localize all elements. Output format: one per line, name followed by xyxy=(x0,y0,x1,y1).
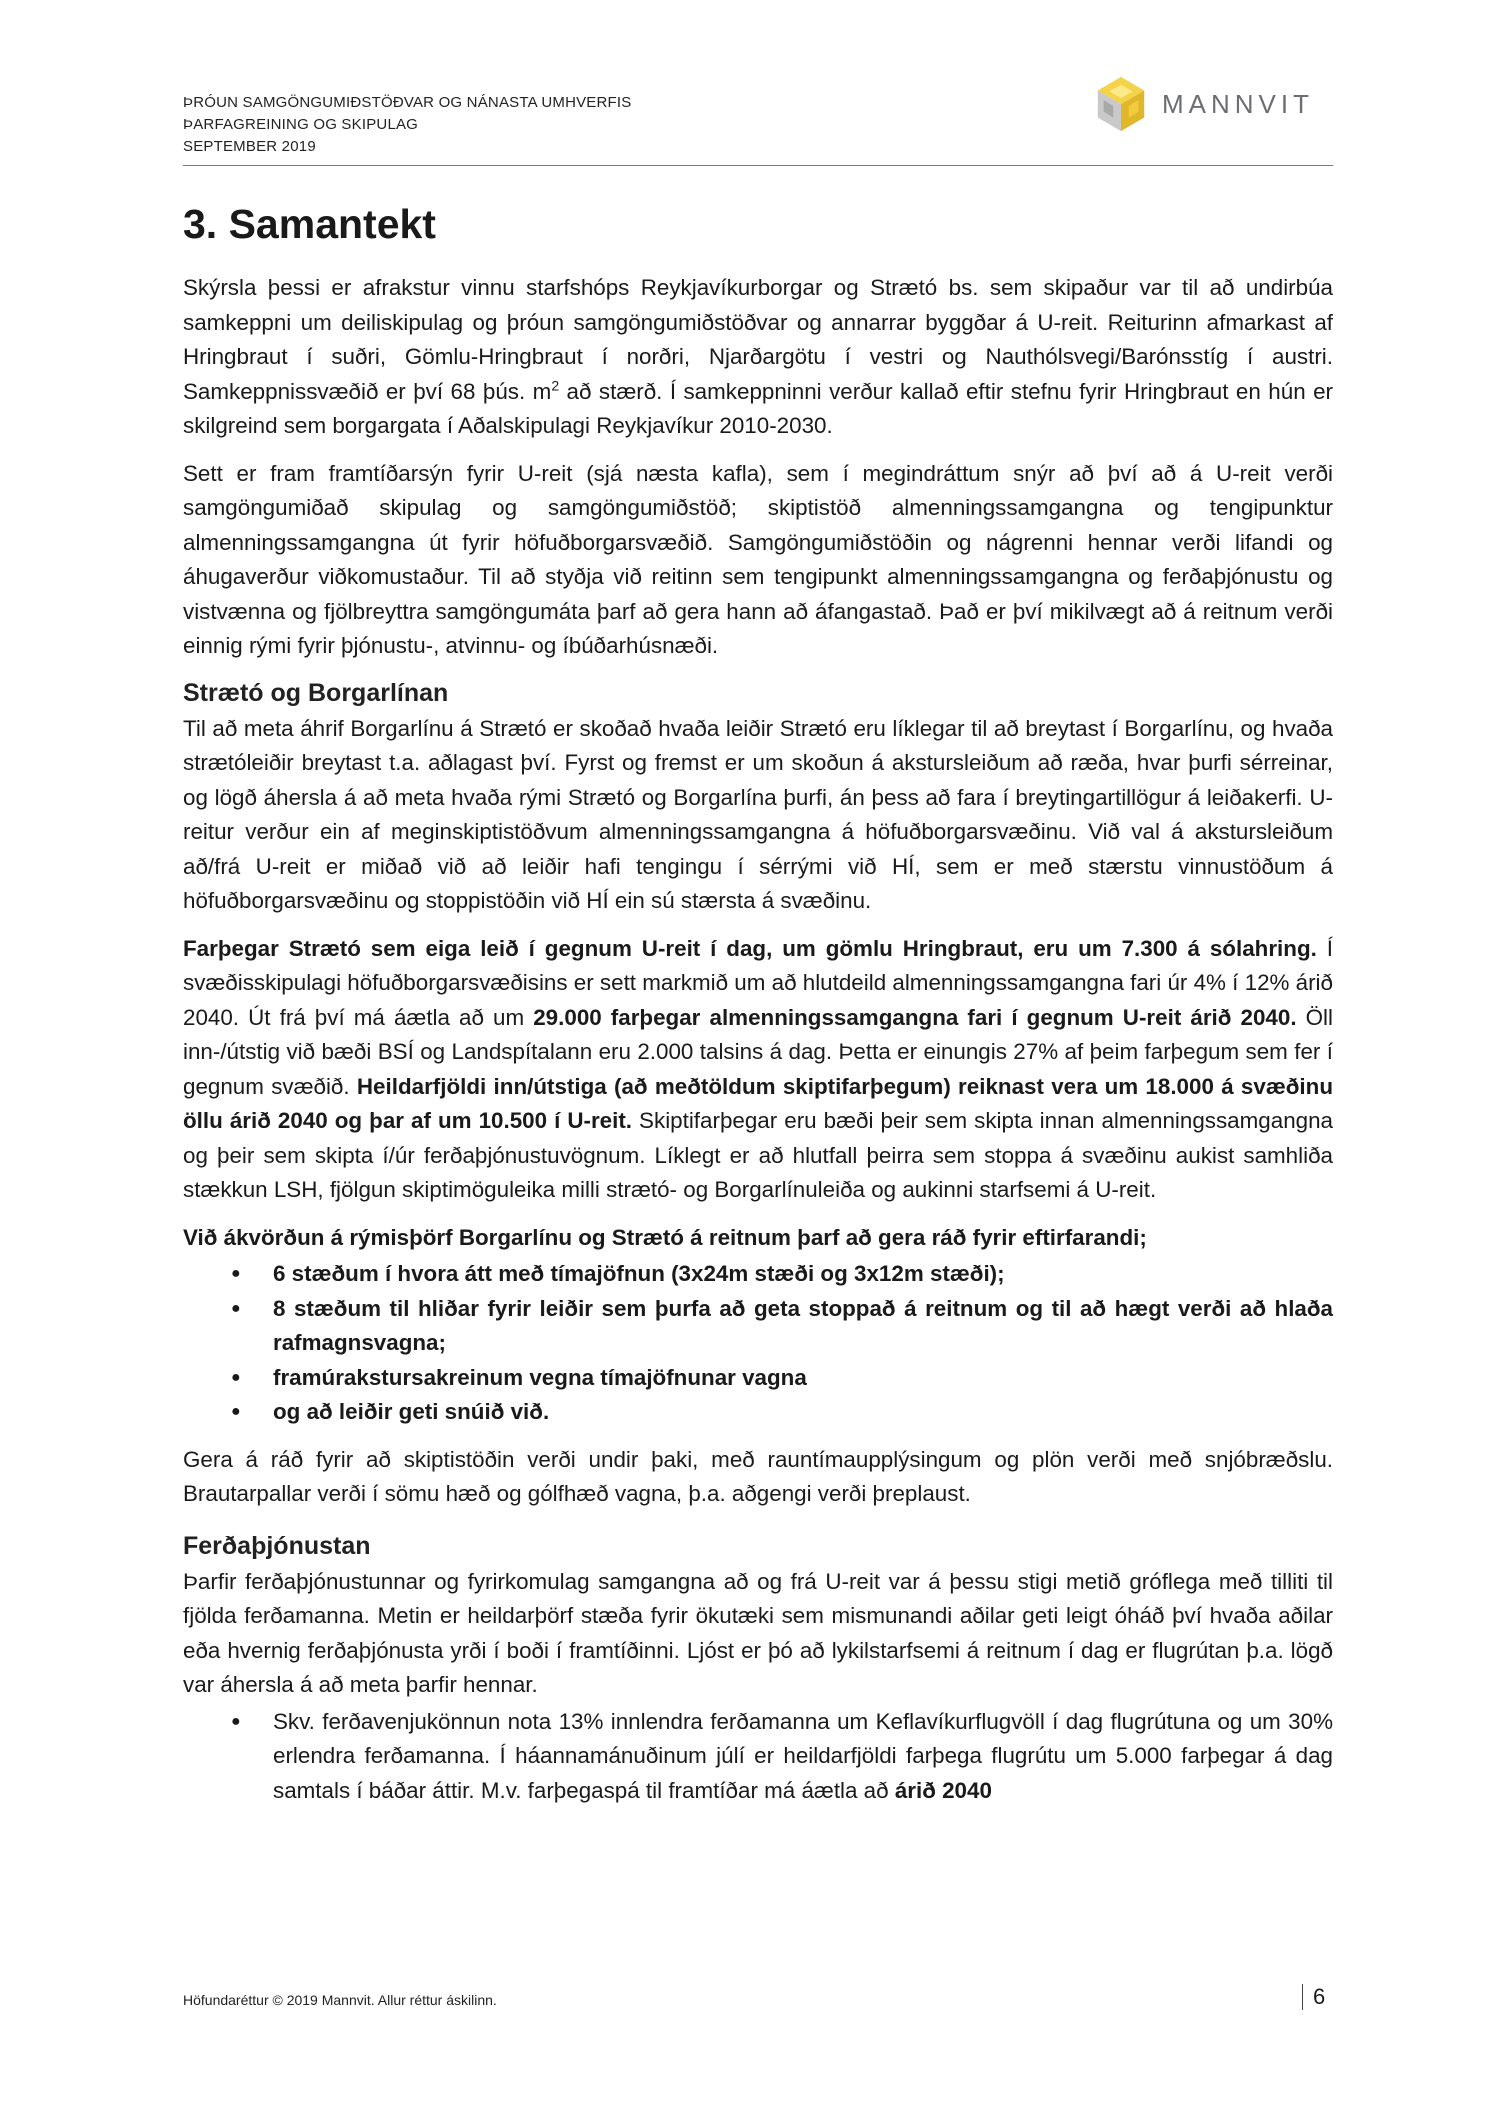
footer-copyright: Höfundaréttur © 2019 Mannvit. Allur réttur áskilinn. xyxy=(183,1992,497,2008)
intro-paragraph-2: Sett er fram framtíðarsýn fyrir U-reit (sjá næsta kafla), sem í megindráttum snýr að því að á U-reit verði samgöngumiðað skipulag og samgöngumiðstöð; skiptistöð almenningssamgangna og tengipunktur almenningssamgangna út fyrir höfuðborgarsvæðið. Samgöngumiðstöðin og nágrenni hennar verði lifandi og áhugaverður viðkomustaður. Til að styðja við reitinn sem tengipunkt almenningssamgangna og ferðaþjónustu og vistvænna og fjölbreyttra samgöngumáta þarf að gera hann að áfangastað. Það er því mikilvægt að á reitnum verði einnig rými fyrir þjónustu-, atvinnu- og íbúðarhúsnæði. xyxy=(183,460,1333,658)
list-item: ● framúrakstursakreinum vegna tímajöfnunar vagna xyxy=(183,1361,1333,1396)
page-number: 6 xyxy=(1302,1984,1325,2010)
header-line-3: SEPTEMBER 2019 xyxy=(183,138,316,155)
list-item: ● 6 stæðum í hvora átt með tímajöfnun (3x24m stæði og 3x12m stæði); xyxy=(183,1257,1333,1292)
requirements-list xyxy=(183,1257,1333,1430)
list-item: ● Skv. ferðavenjukönnun nota 13% innlendra ferðamanna um Keflavíkurflugvöll í dag flugrútuna og um 30% erlendra ferðamanna. Í háannamánuðinum júlí er heildarfjöldi farþega flugrútu um 5.000 farþegar á dag samtals í báðar áttir. M.v. farþegaspá til framtíðar má áætla að árið 2040 xyxy=(183,1705,1333,1809)
page-title: 3. Samantekt xyxy=(183,201,436,247)
list-item: ● 8 stæðum til hliðar fyrir leiðir sem þurfa að geta stoppað á reitnum og til að hægt verði að hlaða rafmagnsvagna; xyxy=(183,1292,1333,1361)
mannvit-logo xyxy=(1092,74,1332,134)
mannvit-logo-icon xyxy=(1092,75,1150,133)
document-header xyxy=(183,92,631,158)
section-heading-ferdathjonustan: Ferðaþjónustan xyxy=(183,1531,371,1560)
logo-text: MANNVIT xyxy=(1162,88,1314,119)
straeto-paragraph-4: Gera á ráð fyrir að skiptistöðin verði undir þaki, með rauntímaupplýsingum og plön verði með snjóbræðslu. Brautarpallar verði í sömu hæð og gólfhæð vagna, þ.a. aðgengi verði þreplaust. xyxy=(183,1446,1333,1506)
straeto-paragraph-1: Til að meta áhrif Borgarlínu á Strætó er skoðað hvaða leiðir Strætó eru líklegar til að breytast í Borgarlínu, og hvaða strætóleiðir breytast t.a. aðlagast því. Fyrst og fremst er um skoðun á akstursleiðum að ræða, hvar þurfi sérreinar, og lögð áhersla á að meta hvaða rými Strætó og Borgarlína þurfi, án þess að fara í breytingartillögur á leiðakerfi. U-reitur verður ein af meginskiptistöðvum almenningssamgangna á höfuðborgarsvæðinu. Við val á akstursleiðum að/frá U-reit er miðað við að leiðir hafi tengingu í sérrými við HÍ, sem er með stærstu vinnustöðum á höfuðborgarsvæðinu og stoppistöðin við HÍ ein sú stærsta á svæðinu. xyxy=(183,715,1333,913)
header-line-2: ÞARFAGREINING OG SKIPULAG xyxy=(183,116,419,133)
ferdathjonustan-list xyxy=(183,1705,1333,1809)
main-content xyxy=(183,198,1333,1821)
ferdathjonustan-paragraph-1: Þarfir ferðaþjónustunnar og fyrirkomulag samgangna að og frá U-reit var á þessu stigi metið gróflega með tilliti til fjölda ferðamanna. Metin er heildarþörf stæða fyrir ökutæki sem mismunandi aðilar geti leigt óháð því hvaða aðilar eða hvernig ferðaþjónusta yrði í boði í framtíðinni. Ljóst er þó að lykilstarfsemi á reitnum í dag er flugrútan þ.a. lögð var áhersla á að meta þarfir hennar. xyxy=(183,1568,1333,1697)
list-item: ● og að leiðir geti snúið við. xyxy=(183,1395,1333,1430)
straeto-requirements-intro: Við ákvörðun á rýmisþörf Borgarlínu og Strætó á reitnum þarf að gera ráð fyrir eftirfarandi; xyxy=(183,1224,1147,1250)
header-line-1: ÞRÓUN SAMGÖNGUMIÐSTÖÐVAR OG NÁNASTA UMHVERFIS xyxy=(183,94,632,111)
straeto-paragraph-2: Farþegar Strætó sem eiga leið í gegnum U-reit í dag, um gömlu Hringbraut, eru um 7.300 á sólahring. Í svæðisskipulagi höfuðborgarsvæðisins er sett markmið um að hlutdeild almenningssamgangna fari úr 4% í 12% árið 2040. Út frá því má áætla að um 29.000 farþegar almenningssamgangna fari í gegnum U-reit árið 2040. Öll inn-/útstig við bæði BSÍ og Landspítalann eru 2.000 talsins á dag. Þetta er einungis 27% af þeim farþegum sem fer í gegnum svæðið. Heildarfjöldi inn/útstiga (að meðtöldum skiptifarþegum) reiknast vera um 18.000 á svæðinu öllu árið 2040 og þar af um 10.500 í U-reit. Skiptifarþegar eru bæði þeir sem skipta innan almenningssamgangna og þeir sem skipta í/úr ferðaþjónustuvögnum. Líklegt er að hlutfall þeirra sem stoppa á svæðinu aukist samhliða stækkun LSH, fjölgun skiptimöguleika milli strætó- og Borgarlínuleiða og aukinni starfsemi á U-reit. xyxy=(183,935,1333,1202)
header-divider xyxy=(183,165,1333,166)
intro-paragraph-1: Skýrsla þessi er afrakstur vinnu starfshóps Reykjavíkurborgar og Strætó bs. sem skipaður var til að undirbúa samkeppni um deiliskipulag og þróun samgöngumiðstöðvar og annarrar byggðar á U-reit. Reiturinn afmarkast af Hringbraut í suðri, Gömlu-Hringbraut í norðri, Njarðargötu í vestri og Nauthólsvegi/Barónsstíg í austri. Samkeppnissvæðið er því 68 þús. $m^2$ að stærð. Í samkeppninni verður kallað eftir stefnu fyrir Hringbraut en hún er skilgreind sem borgargata í Aðalskipulagi Reykjavíkur 2010-2030. xyxy=(183,275,1334,438)
section-heading-straeto: Strætó og Borgarlínan xyxy=(183,678,449,707)
